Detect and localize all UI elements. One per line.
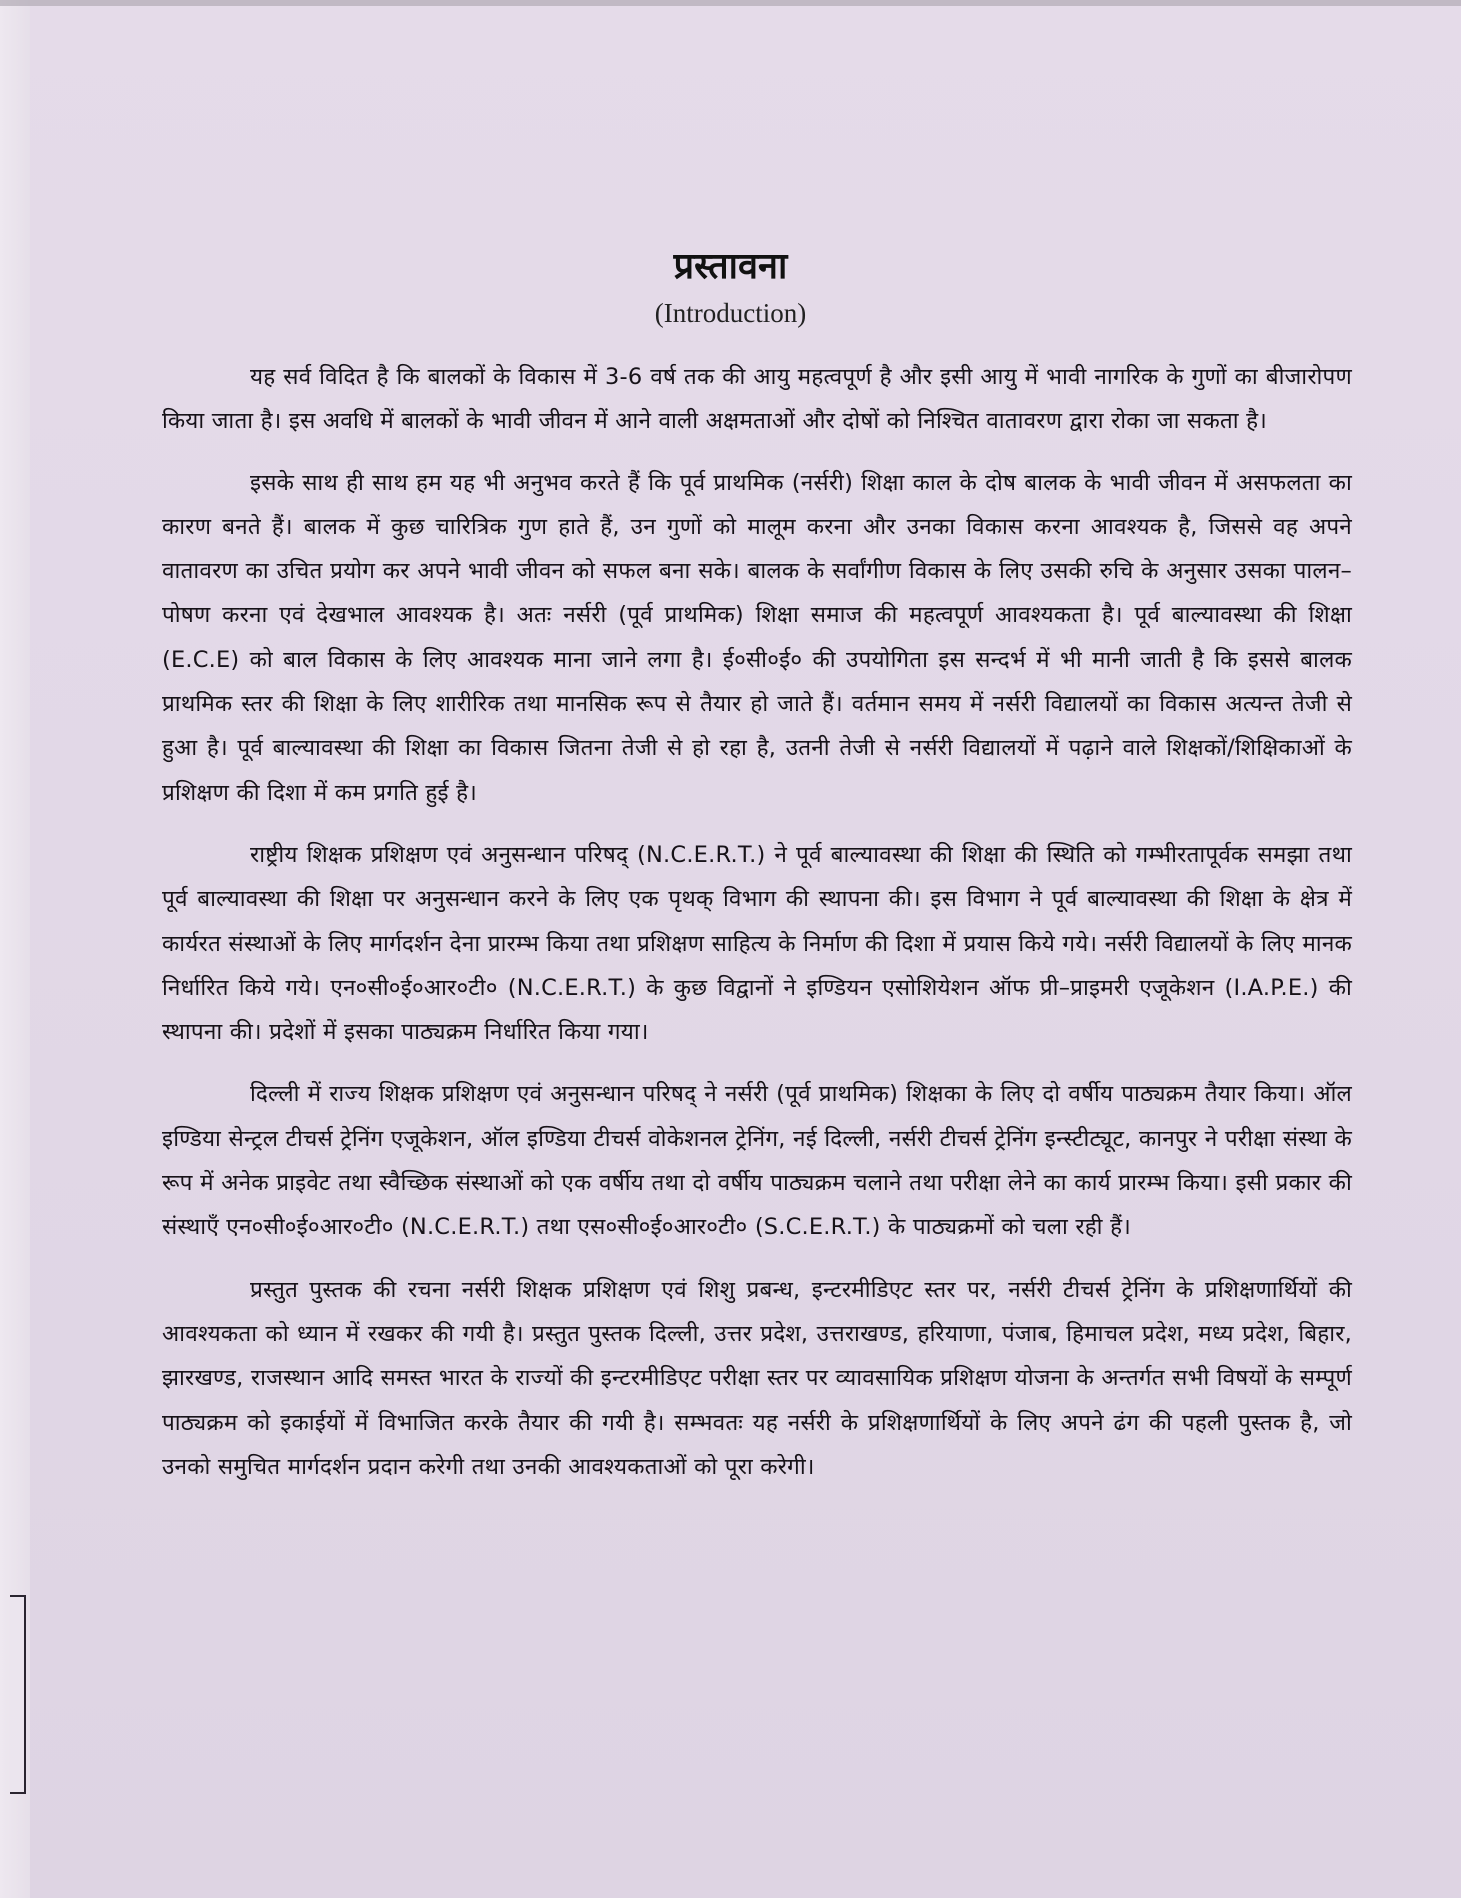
binding-tab-box bbox=[10, 1595, 26, 1794]
page-subtitle: (Introduction) bbox=[654, 298, 807, 328]
paragraph-1: यह सर्व विदित है कि बालकों के विकास में 3-6 वर्ष तक की आयु महत्वपूर्ण है और इसी आयु में भावी नागरिक के गुणों का बीजारोपण किया जाता है। इस अवधि में बालकों के भावी जीवन में आने वाली अक्षमताओं और दोषों को निश्चित वातावरण द्वारा रोका जा सकता है। bbox=[162, 364, 1352, 435]
paragraph-5: प्रस्तुत पुस्तक की रचना नर्सरी शिक्षक प्रशिक्षण एवं शिशु प्रबन्ध, इन्टरमीडिएट स्तर पर, नर्सरी टीचर्स ट्रेनिंग के प्रशिक्षणार्थियों की आवश्यकता को ध्यान में रखकर की गयी है। प्रस्तुत पुस्तक दिल्ली, उत्तर प्रदेश, उत्तराखण्ड, हरियाणा, पंजाब, हिमाचल प्रदेश, मध्य प्रदेश, बिहार, झारखण्ड, राजस्थान आदि समस्त भारत के राज्यों की इन्टरमीडिएट परीक्षा स्तर पर व्यावसायिक प्रशिक्षण योजना के अन्तर्गत सभी विषयों के सम्पूर्ण पाठ्यक्रम को इकाईयों में विभाजित करके तैयार की गयी है। सम्भवतः यह नर्सरी के प्रशिक्षणार्थियों के लिए अपने ढंग की पहली पुस्तक है, जो उनको समुचित मार्गदर्शन प्रदान करेगी तथा उनकी आवश्यकताओं को पूरा करेगी। bbox=[162, 1276, 1352, 1480]
document-body bbox=[162, 355, 1352, 1507]
page-title: प्रस्तावना bbox=[673, 246, 788, 287]
paragraph-2: इसके साथ ही साथ हम यह भी अनुभव करते हैं कि पूर्व प्राथमिक (नर्सरी) शिक्षा काल के दोष बालक के भावी जीवन में असफलता का कारण बनते हैं। बालक में कुछ चारित्रिक गुण हाते हैं, उन गुणों को मालूम करना और उनका विकास करना आवश्यक है, जिससे वह अपने वातावरण का उचित प्रयोग कर अपने भावी जीवन को सफल बना सके। बालक के सर्वांगीण विकास के लिए उसकी रुचि के अनुसार उसका पालन–पोषण करना एवं देखभाल आवश्यक है। अतः नर्सरी (पूर्व प्राथमिक) शिक्षा समाज की महत्वपूर्ण आवश्यकता है। पूर्व बाल्यावस्था की शिक्षा (E.C.E) को बाल विकास के लिए आवश्यक माना जाने लगा है। ई०सी०ई० की उपयोगिता इस सन्दर्भ में भी मानी जाती है कि इससे बालक प्राथमिक स्तर की शिक्षा के लिए शारीरिक तथा मानसिक रूप से तैयार हो जाते हैं। वर्तमान समय में नर्सरी विद्यालयों का विकास अत्यन्त तेजी से हुआ है। पूर्व बाल्यावस्था की शिक्षा का विकास जितना तेजी से हो रहा है, उतनी तेजी से नर्सरी विद्यालयों में पढ़ाने वाले शिक्षकों/शिक्षिकाओं के प्रशिक्षण की दिशा में कम प्रगति हुई है। bbox=[162, 469, 1352, 806]
paragraph-4: दिल्ली में राज्य शिक्षक प्रशिक्षण एवं अनुसन्धान परिषद् ने नर्सरी (पूर्व प्राथमिक) शिक्षका के लिए दो वर्षीय पाठ्यक्रम तैयार किया। ऑल इण्डिया सेन्ट्रल टीचर्स ट्रेनिंग एजूकेशन, ऑल इण्डिया टीचर्स वोकेशनल ट्रेनिंग, नई दिल्ली, नर्सरी टीचर्स ट्रेनिंग इन्स्टीट्यूट, कानपुर ने परीक्षा संस्था के रूप में अनेक प्राइवेट तथा स्वैच्छिक संस्थाओं को एक वर्षीय तथा दो वर्षीय पाठ्यक्रम चलाने तथा परीक्षा लेने का कार्य प्रारम्भ किया। इसी प्रकार की संस्थाएँ एन०सी०ई०आर०टी० (N.C.E.R.T.) तथा एस०सी०ई०आर०टी० (S.C.E.R.T.) के पाठ्यक्रमों को चला रही हैं। bbox=[162, 1081, 1352, 1241]
scan-top-shadow bbox=[0, 0, 1461, 6]
paragraph-3: राष्ट्रीय शिक्षक प्रशिक्षण एवं अनुसन्धान परिषद् (N.C.E.R.T.) ने पूर्व बाल्यावस्था की शिक्षा की स्थिति को गम्भीरतापूर्वक समझा तथा पूर्व बाल्यावस्था की शिक्षा पर अनुसन्धान करने के लिए एक पृथक् विभाग की स्थापना की। इस विभाग ने पूर्व बाल्यावस्था की शिक्षा के क्षेत्र में कार्यरत संस्थाओं के लिए मार्गदर्शन देना प्रारम्भ किया तथा प्रशिक्षण साहित्य के निर्माण की दिशा में प्रयास किये गये। नर्सरी विद्यालयों के लिए मानक निर्धारित किये गये। एन०सी०ई०आर०टी० (N.C.E.R.T.) के कुछ विद्वानों ने इण्डियन एसोशियेशन ऑफ प्री–प्राइमरी एजूकेशन (I.A.P.E.) की स्थापना की। प्रदेशों में इसका पाठ्यक्रम निर्धारित किया गया। bbox=[162, 841, 1352, 1046]
